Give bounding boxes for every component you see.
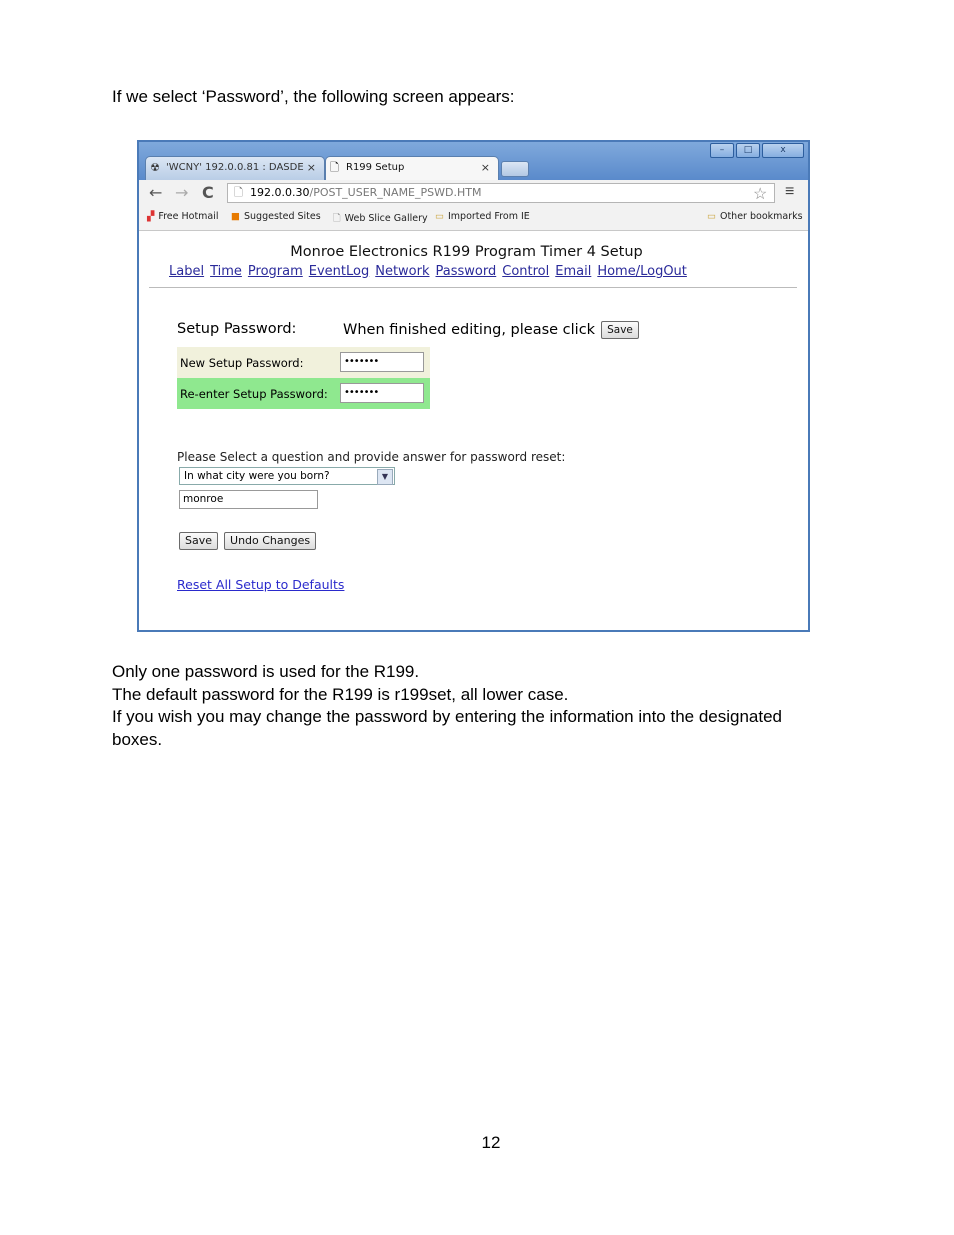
bookmarks-bar — [139, 206, 808, 231]
close-tab-icon[interactable]: × — [306, 161, 316, 174]
page-icon: 🗋 — [333, 213, 341, 224]
suggested-sites-icon: ■ — [231, 211, 240, 222]
finish-text: When finished editing, please click — [343, 322, 596, 338]
close-window-button[interactable]: x — [762, 143, 804, 158]
radiation-icon: ☢ — [150, 161, 160, 174]
question-prompt: Please Select a question and provide answer for password reset: — [177, 450, 566, 464]
back-icon[interactable]: ← — [149, 183, 163, 202]
browser-titlebar — [139, 142, 808, 180]
form-buttons — [179, 529, 322, 550]
setup-password-heading: Setup Password: — [177, 321, 297, 337]
tab-r199-setup[interactable] — [325, 156, 499, 180]
nav-link-password[interactable]: Password — [435, 264, 497, 279]
url-path: /POST_USER_NAME_PSWD.HTM — [309, 186, 482, 199]
forward-icon[interactable]: → — [175, 183, 189, 202]
body-line: Only one password is used for the R199. — [112, 662, 420, 681]
page-icon: 🗋 — [330, 161, 339, 174]
minimize-button[interactable]: – — [710, 143, 734, 158]
nav-link-label[interactable]: Label — [169, 264, 205, 279]
close-tab-icon[interactable]: × — [480, 161, 490, 174]
save-button[interactable]: Save — [179, 532, 218, 550]
body-text — [112, 661, 842, 751]
maximize-button[interactable]: □ — [736, 143, 760, 158]
answer-input[interactable]: monroe — [179, 490, 318, 509]
folder-icon: ▭ — [707, 211, 716, 222]
bookmark-web-slice-gallery[interactable]: 🗋 Web Slice Gallery — [333, 213, 428, 224]
save-button-top[interactable]: Save — [601, 321, 639, 339]
tab-wcny[interactable] — [145, 156, 325, 180]
setup-nav — [169, 264, 693, 279]
reenter-password-input[interactable]: ••••••• — [340, 383, 424, 403]
new-password-label: New Setup Password: — [180, 356, 304, 370]
tab-label: R199 Setup — [346, 162, 405, 173]
bookmark-suggested-sites[interactable]: ■ Suggested Sites — [231, 211, 321, 222]
divider — [149, 287, 797, 288]
page-content — [139, 231, 808, 630]
page-title: Monroe Electronics R199 Program Timer 4 Setup — [290, 244, 643, 260]
bookmark-imported-from-ie[interactable]: ▭ Imported From IE — [435, 211, 530, 222]
other-bookmarks[interactable]: ▭ Other bookmarks — [707, 211, 803, 222]
nav-link-time[interactable]: Time — [210, 264, 242, 279]
page-icon: 🗋 — [234, 186, 243, 199]
undo-changes-button[interactable]: Undo Changes — [224, 532, 316, 550]
body-line: If you wish you may change the password by entering the information into the designated — [112, 707, 783, 726]
intro-text: If we select ‘Password’, the following screen appears: — [112, 87, 515, 106]
reenter-password-row — [177, 378, 430, 409]
folder-icon: ▭ — [435, 211, 444, 222]
nav-link-home-logout[interactable]: Home/LogOut — [597, 264, 687, 279]
page-number: 12 — [481, 1133, 501, 1152]
menu-icon[interactable]: ≡ — [785, 183, 795, 200]
new-tab-button[interactable] — [501, 161, 529, 177]
security-question-select[interactable] — [179, 467, 395, 485]
finish-instructions — [343, 321, 639, 339]
new-password-input[interactable]: ••••••• — [340, 352, 424, 372]
reset-defaults-link[interactable]: Reset All Setup to Defaults — [177, 577, 345, 592]
reenter-password-label: Re-enter Setup Password: — [180, 387, 328, 401]
nav-link-network[interactable]: Network — [375, 264, 430, 279]
windows-flag-icon: ▞ — [147, 211, 155, 222]
body-line: boxes. — [112, 729, 163, 749]
tab-label: 'WCNY' 192.0.0.81 : DASDE — [166, 162, 304, 173]
nav-link-email[interactable]: Email — [555, 264, 592, 279]
bookmark-free-hotmail[interactable]: ▞ Free Hotmail — [147, 211, 219, 222]
url-host: 192.0.0.30 — [250, 186, 310, 199]
bookmark-star-icon[interactable]: ☆ — [753, 186, 768, 203]
new-password-row — [177, 347, 430, 378]
nav-link-program[interactable]: Program — [247, 264, 303, 279]
browser-toolbar — [139, 180, 808, 206]
chevron-down-icon[interactable]: ▼ — [377, 469, 393, 485]
browser-screenshot — [137, 140, 810, 632]
address-bar[interactable] — [227, 183, 775, 203]
selected-question: In what city were you born? — [184, 470, 330, 482]
body-line: The default password for the R199 is r199set, all lower case. — [112, 684, 569, 704]
reload-icon[interactable]: C — [202, 183, 214, 202]
nav-link-control[interactable]: Control — [502, 264, 550, 279]
nav-link-eventlog[interactable]: EventLog — [308, 264, 370, 279]
